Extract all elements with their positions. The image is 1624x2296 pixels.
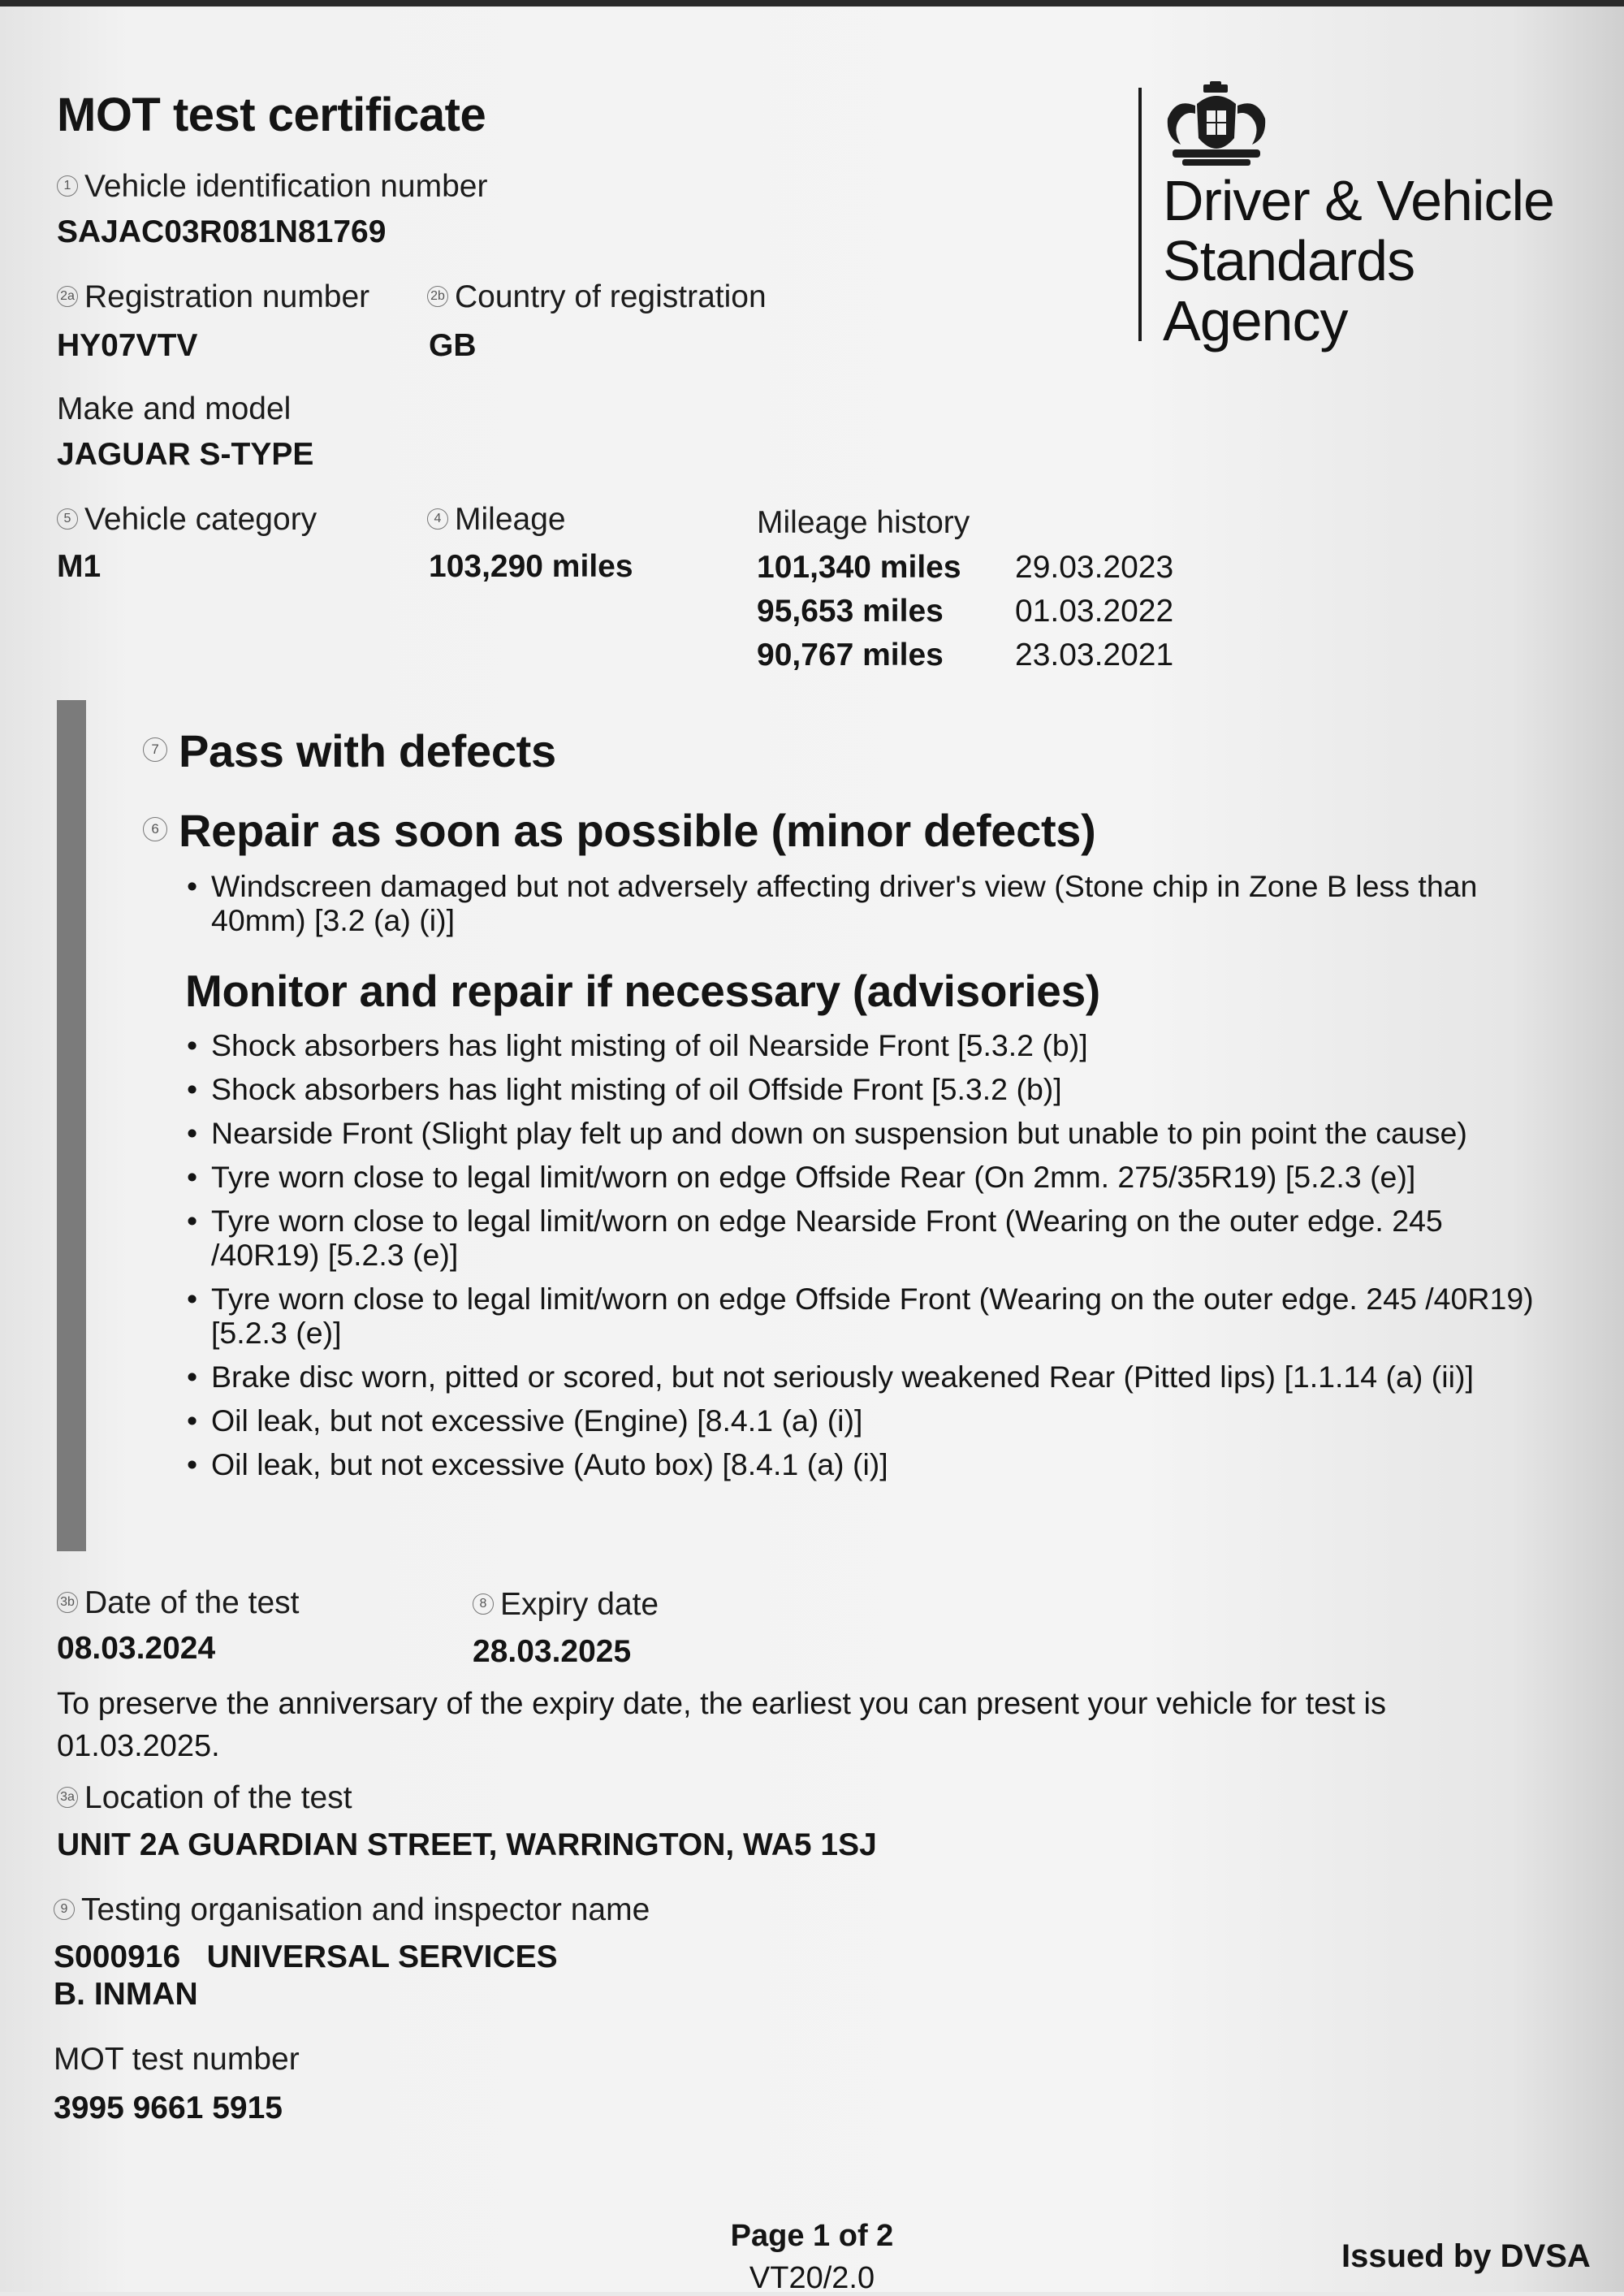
field-number-badge: 3a xyxy=(57,1787,78,1808)
result-section-bar xyxy=(57,700,86,1551)
vin-value: SAJAC03R081N81769 xyxy=(57,214,387,249)
top-edge xyxy=(0,0,1624,6)
vin-label: 1 Vehicle identification number xyxy=(57,169,487,205)
history-miles: 101,340 miles xyxy=(757,550,961,585)
category-label: 5 Vehicle category xyxy=(57,502,317,538)
list-item: • Oil leak, but not excessive (Engine) [8.4.1 (a) (i)] xyxy=(185,1403,1541,1438)
agency-name xyxy=(1163,171,1554,351)
mileage-history-row xyxy=(757,633,1173,677)
page-number: Page 1 of 2 xyxy=(730,2219,894,2253)
history-miles: 90,767 miles xyxy=(757,638,944,672)
agency-divider xyxy=(1138,88,1142,341)
test-result-status: 7 Pass with defects xyxy=(143,724,556,777)
list-item: • Windscreen damaged but not adversely affecting driver's view (Stone chip in Zone B less than 40mm) [3.2 (a) (i)] xyxy=(185,869,1541,937)
advisories-heading: Monitor and repair if necessary (advisories) xyxy=(185,966,1100,1016)
field-number-badge: 5 xyxy=(57,508,78,530)
test-location-label: 3a Location of the test xyxy=(57,1780,352,1816)
list-item: • Tyre worn close to legal limit/worn on edge Offside Rear (On 2mm. 275/35R19) [5.2.3 (e)] xyxy=(185,1160,1541,1194)
list-item: • Nearside Front (Slight play felt up and down on suspension but unable to pin point the cause) xyxy=(185,1116,1541,1150)
testing-organisation-label: 9 Testing organisation and inspector name xyxy=(54,1892,650,1928)
testing-organisation-value xyxy=(54,1939,558,1975)
country-label: 2b Country of registration xyxy=(427,279,767,315)
minor-defects-heading: 6 Repair as soon as possible (minor defects) xyxy=(143,804,1096,857)
form-code: VT20/2.0 xyxy=(749,2261,875,2295)
category-value: M1 xyxy=(57,549,102,584)
field-number-badge: 9 xyxy=(54,1899,75,1920)
make-model-value: JAGUAR S-TYPE xyxy=(57,437,314,472)
test-date-label: 3b Date of the test xyxy=(57,1585,300,1621)
mileage-history-table xyxy=(757,546,1173,677)
page-title: MOT test certificate xyxy=(57,89,486,141)
mileage-history-row xyxy=(757,590,1173,633)
registration-label: 2a Registration number xyxy=(57,279,369,315)
field-number-badge: 7 xyxy=(143,737,167,762)
list-item: • Tyre worn close to legal limit/worn on edge Offside Front (Wearing on the outer edge. 245 /40R19) [5.2.3 (e)] xyxy=(185,1282,1541,1350)
minor-defects-list xyxy=(185,869,1541,947)
history-miles: 95,653 miles xyxy=(757,594,944,629)
field-number-badge: 2b xyxy=(427,286,448,307)
field-number-badge: 1 xyxy=(57,175,78,197)
mileage-label: 4 Mileage xyxy=(427,502,566,538)
field-number-badge: 3b xyxy=(57,1592,78,1613)
test-number-value: 3995 9661 5915 xyxy=(54,2091,283,2125)
agency-line-3: Agency xyxy=(1163,289,1348,352)
field-number-badge: 8 xyxy=(473,1593,494,1615)
anniversary-note: To preserve the anniversary of the expiry date, the earliest you can present your vehicle for test is 01.03.2025. xyxy=(57,1687,1386,1763)
agency-line-2: Standards xyxy=(1163,229,1415,292)
mileage-value: 103,290 miles xyxy=(429,549,633,584)
mileage-history-row xyxy=(757,546,1173,590)
test-number-label: MOT test number xyxy=(54,2042,300,2077)
advisories-list xyxy=(185,1028,1541,1491)
royal-crest-icon xyxy=(1160,81,1273,171)
test-location-value: UNIT 2A GUARDIAN STREET, WARRINGTON, WA5 1SJ xyxy=(57,1827,877,1862)
inspector-name: B. INMAN xyxy=(54,1977,198,2012)
test-date-value: 08.03.2024 xyxy=(57,1631,216,1666)
mileage-history-label: Mileage history xyxy=(757,505,970,540)
list-item: • Shock absorbers has light misting of oil Offside Front [5.3.2 (b)] xyxy=(185,1072,1541,1106)
organisation-code: S000916 xyxy=(54,1939,181,1974)
field-number-badge: 6 xyxy=(143,817,167,841)
field-number-badge: 2a xyxy=(57,286,78,307)
expiry-date-label: 8 Expiry date xyxy=(473,1587,659,1623)
expiry-date-value: 28.03.2025 xyxy=(473,1634,632,1669)
country-value: GB xyxy=(429,328,477,363)
list-item: • Brake disc worn, pitted or scored, but not seriously weakened Rear (Pitted lips) [1.1.14 (a) (ii)] xyxy=(185,1360,1541,1394)
history-date: 23.03.2021 xyxy=(1015,638,1174,672)
field-number-badge: 4 xyxy=(427,508,448,530)
agency-line-1: Driver & Vehicle xyxy=(1163,169,1554,232)
issued-by: Issued by DVSA xyxy=(1341,2238,1591,2274)
make-model-label: Make and model xyxy=(57,391,292,426)
list-item: • Oil leak, but not excessive (Auto box) [8.4.1 (a) (i)] xyxy=(185,1447,1541,1481)
list-item: • Shock absorbers has light misting of oil Nearside Front [5.3.2 (b)] xyxy=(185,1028,1541,1062)
registration-value: HY07VTV xyxy=(57,328,198,363)
organisation-name: UNIVERSAL SERVICES xyxy=(206,1939,558,1974)
history-date: 29.03.2023 xyxy=(1015,550,1174,585)
list-item: • Tyre worn close to legal limit/worn on edge Nearside Front (Wearing on the outer edge. 245 /40R19) [5.2.3 (e)] xyxy=(185,1204,1541,1272)
history-date: 01.03.2022 xyxy=(1015,594,1174,629)
